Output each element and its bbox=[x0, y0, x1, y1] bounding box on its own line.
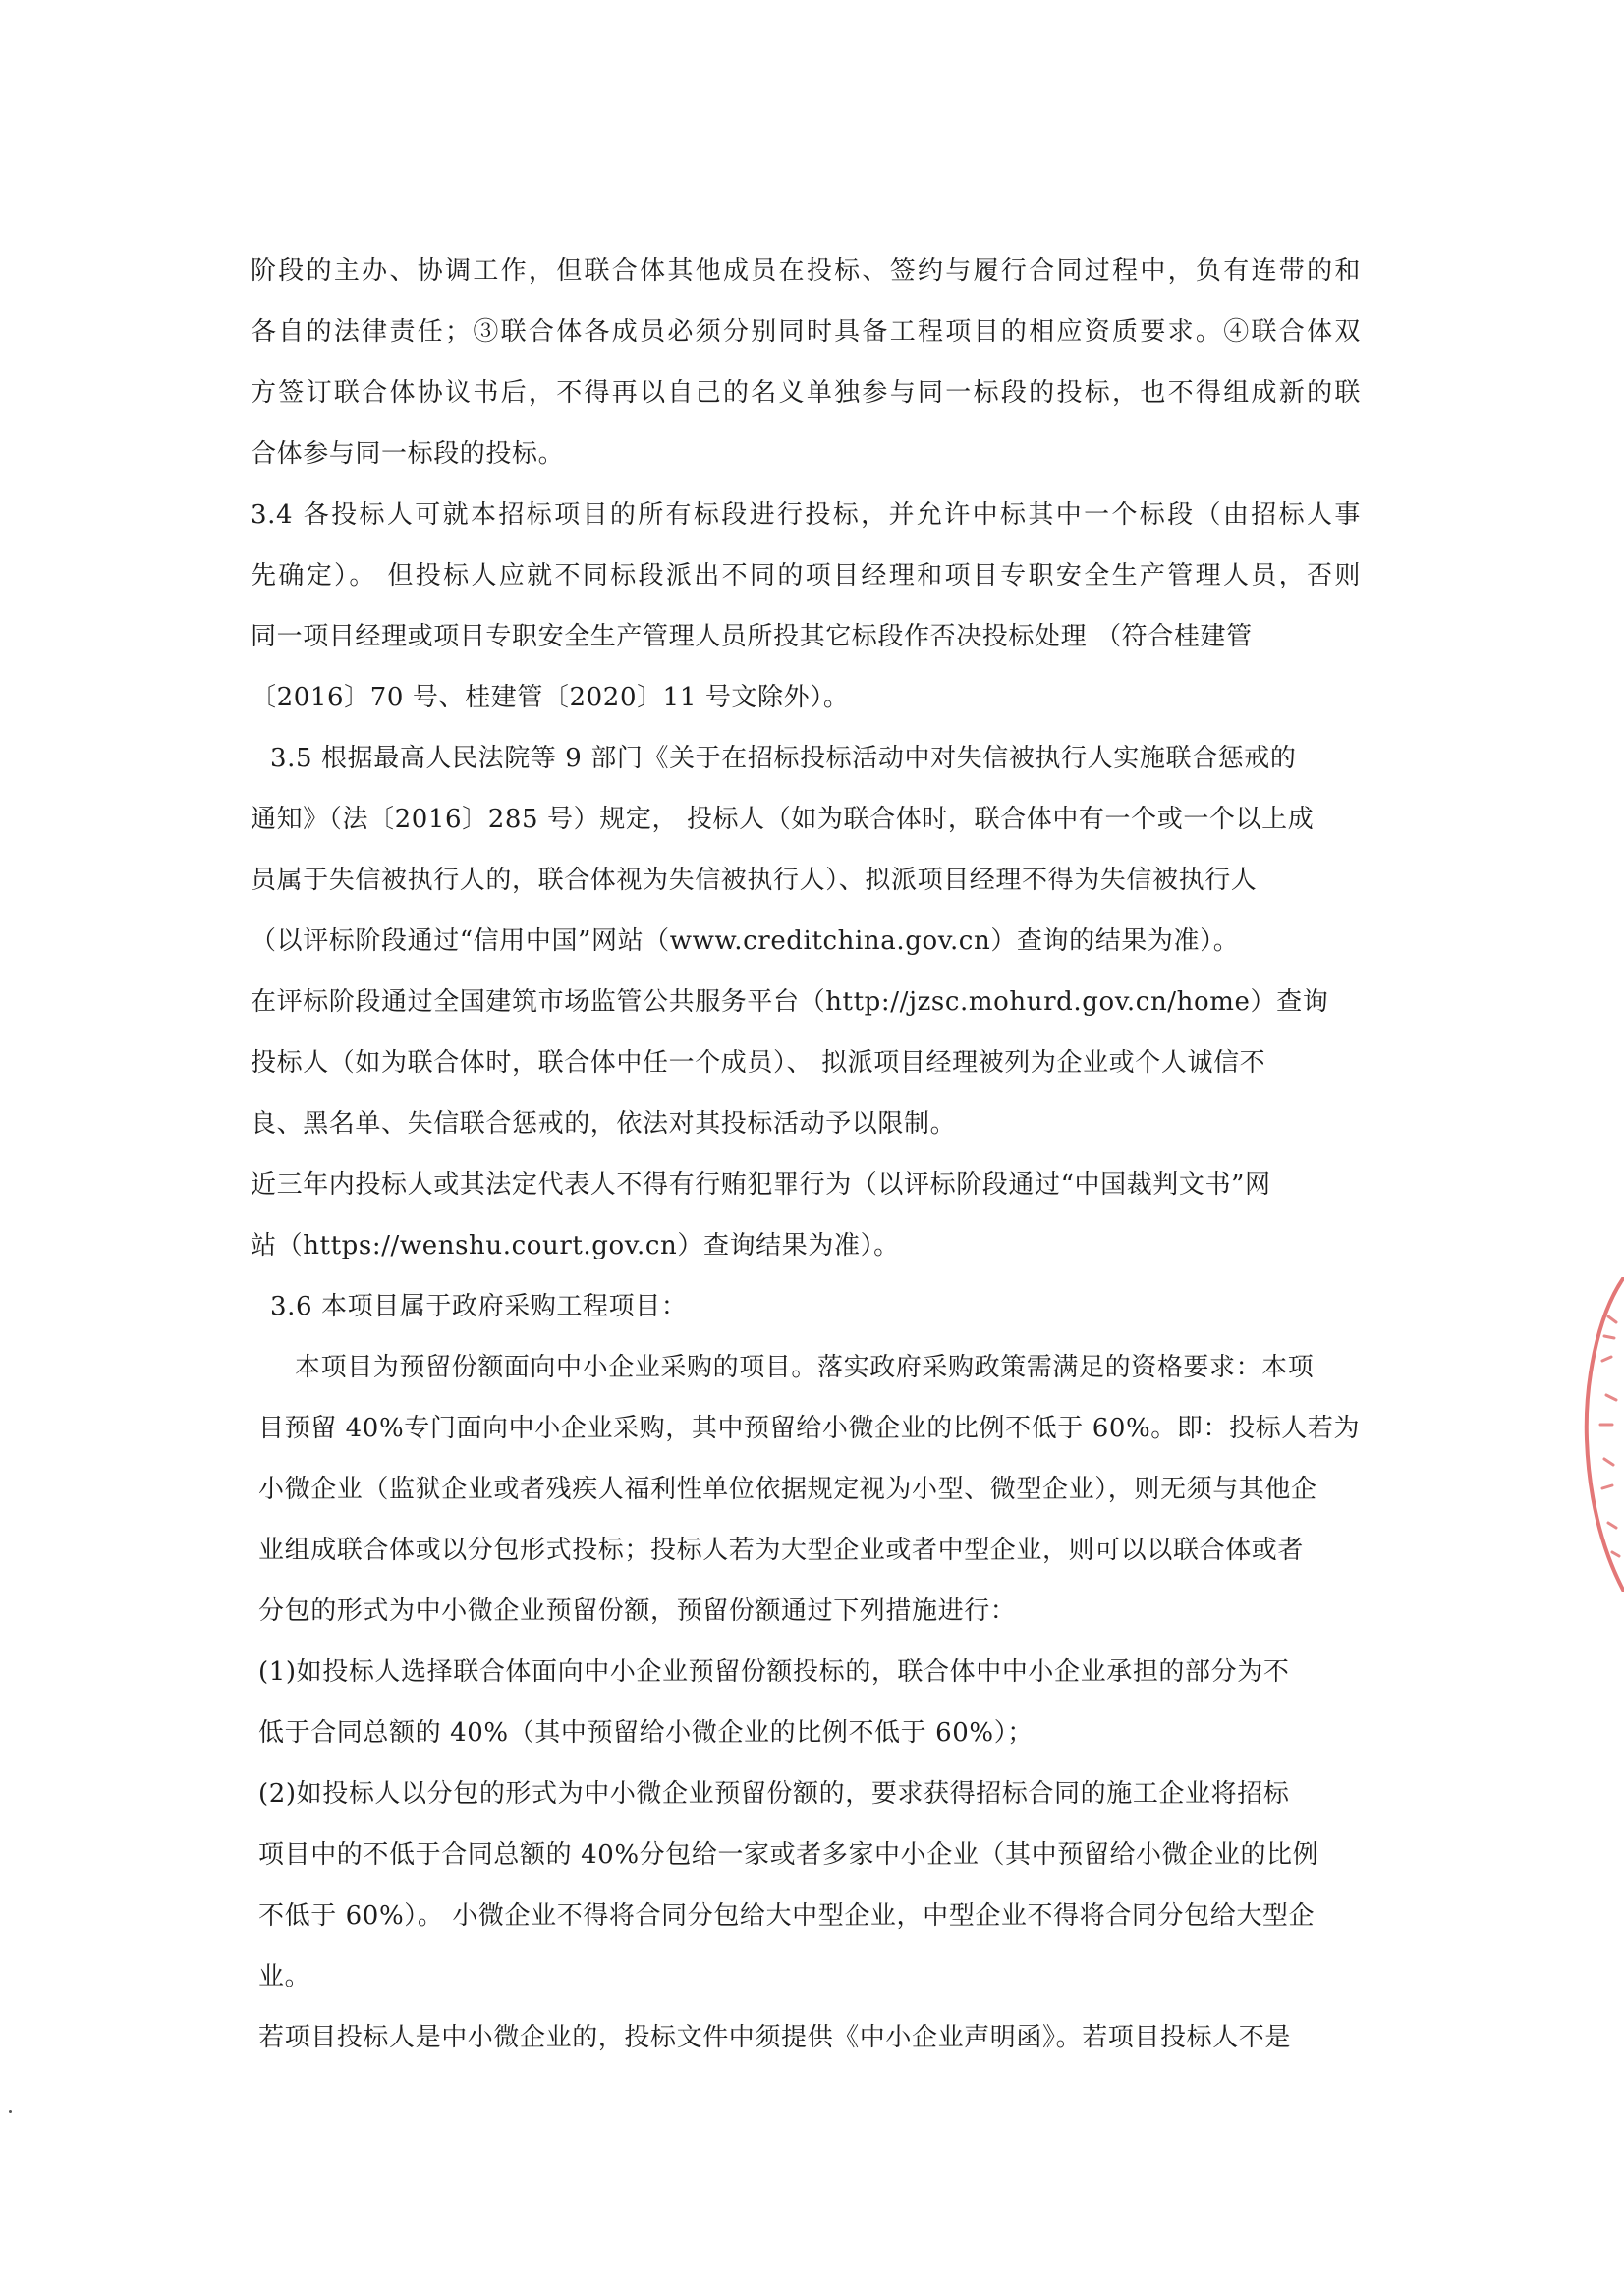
text-line: 3.5 根据最高人民法院等 9 部门《关于在招标投标活动中对失信被执行人实施联合惩戒的 bbox=[270, 744, 1297, 773]
text-line: （以评标阶段通过“信用中国”网站（www.creditchina.gov.cn）查询的结果为准）。 bbox=[251, 926, 1240, 956]
text-line: 站（https://wenshu.court.gov.cn）查询结果为准）。 bbox=[251, 1231, 900, 1260]
scan-dot bbox=[9, 2110, 12, 2113]
text-line: 方签订联合体协议书后，不得再以自己的名义单独参与同一标段的投标，也不得组成新的联 bbox=[251, 378, 1361, 408]
text-line: 小微企业（监狱企业或者残疾人福利性单位依据规定视为小型、微型企业），则无须与其他企 bbox=[258, 1475, 1317, 1504]
text-line: 目预留 40%专门面向中小企业采购，其中预留给小微企业的比例不低于 60%。即：投标人若为 bbox=[258, 1414, 1361, 1443]
text-line: 同一项目经理或项目专职安全生产管理人员所投其它标段作否决投标处理 （符合桂建管 bbox=[251, 622, 1253, 651]
text-line: 不低于 60%）。 小微企业不得将合同分包给大中型企业，中型企业不得将合同分包给大型企 bbox=[258, 1901, 1316, 1931]
text-line: 先确定）。 但投标人应就不同标段派出不同的项目经理和项目专职安全生产管理人员，否则 bbox=[251, 561, 1361, 590]
text-line: 阶段的主办、协调工作，但联合体其他成员在投标、签约与履行合同过程中，负有连带的和 bbox=[251, 256, 1361, 286]
text-line: 投标人（如为联合体时，联合体中任一个成员）、 拟派项目经理被列为企业或个人诚信不 bbox=[251, 1048, 1266, 1078]
text-line: 合体参与同一标段的投标。 bbox=[251, 439, 565, 469]
text-line: (2)如投标人以分包的形式为中小微企业预留份额的，要求获得招标合同的施工企业将招标 bbox=[258, 1779, 1290, 1809]
text-line: 3.4 各投标人可就本招标项目的所有标段进行投标，并允许中标其中一个标段（由招标人事 bbox=[251, 500, 1361, 530]
text-line: 在评标阶段通过全国建筑市场监管公共服务平台（http://jzsc.mohurd.gov.cn/home）查询 bbox=[251, 987, 1329, 1017]
text-line: 3.6 本项目属于政府采购工程项目： bbox=[270, 1292, 688, 1321]
text-line: 若项目投标人是中小微企业的，投标文件中须提供《中小企业声明函》。若项目投标人不是 bbox=[258, 2023, 1292, 2052]
text-line: 良、黑名单、失信联合惩戒的，依法对其投标活动予以限制。 bbox=[251, 1109, 957, 1139]
text-line: 本项目为预留份额面向中小企业采购的项目。落实政府采购政策需满足的资格要求：本项 bbox=[295, 1353, 1315, 1382]
seal-stamp-edge bbox=[1579, 1277, 1624, 1592]
document-body bbox=[251, 241, 1361, 2068]
text-line: 近三年内投标人或其法定代表人不得有行贿犯罪行为（以评标阶段通过“中国裁判文书”网 bbox=[251, 1170, 1271, 1200]
text-line: 业。 bbox=[258, 1962, 311, 1991]
text-line: (1)如投标人选择联合体面向中小企业预留份额投标的，联合体中中小企业承担的部分为不 bbox=[258, 1657, 1290, 1687]
text-line: 各自的法律责任；③联合体各成员必须分别同时具备工程项目的相应资质要求。④联合体双 bbox=[251, 317, 1361, 347]
seal-stamp-icon bbox=[1579, 1277, 1624, 1592]
text-line: 〔2016〕70 号、桂建管〔2020〕11 号文除外）。 bbox=[251, 683, 850, 712]
text-line: 业组成联合体或以分包形式投标；投标人若为大型企业或者中型企业，则可以以联合体或者 bbox=[258, 1536, 1305, 1565]
text-line: 项目中的不低于合同总额的 40%分包给一家或者多家中小企业（其中预留给小微企业的比例 bbox=[258, 1840, 1319, 1870]
text-line: 员属于失信被执行人的，联合体视为失信被执行人）、拟派项目经理不得为失信被执行人 bbox=[251, 866, 1258, 895]
text-line: 通知》（法〔2016〕285 号）规定， 投标人（如为联合体时，联合体中有一个或一个以上成 bbox=[251, 805, 1315, 834]
text-line: 低于合同总额的 40%（其中预留给小微企业的比例不低于 60%）； bbox=[258, 1718, 1034, 1748]
text-line: 分包的形式为中小微企业预留份额，预留份额通过下列措施进行： bbox=[258, 1596, 1017, 1626]
